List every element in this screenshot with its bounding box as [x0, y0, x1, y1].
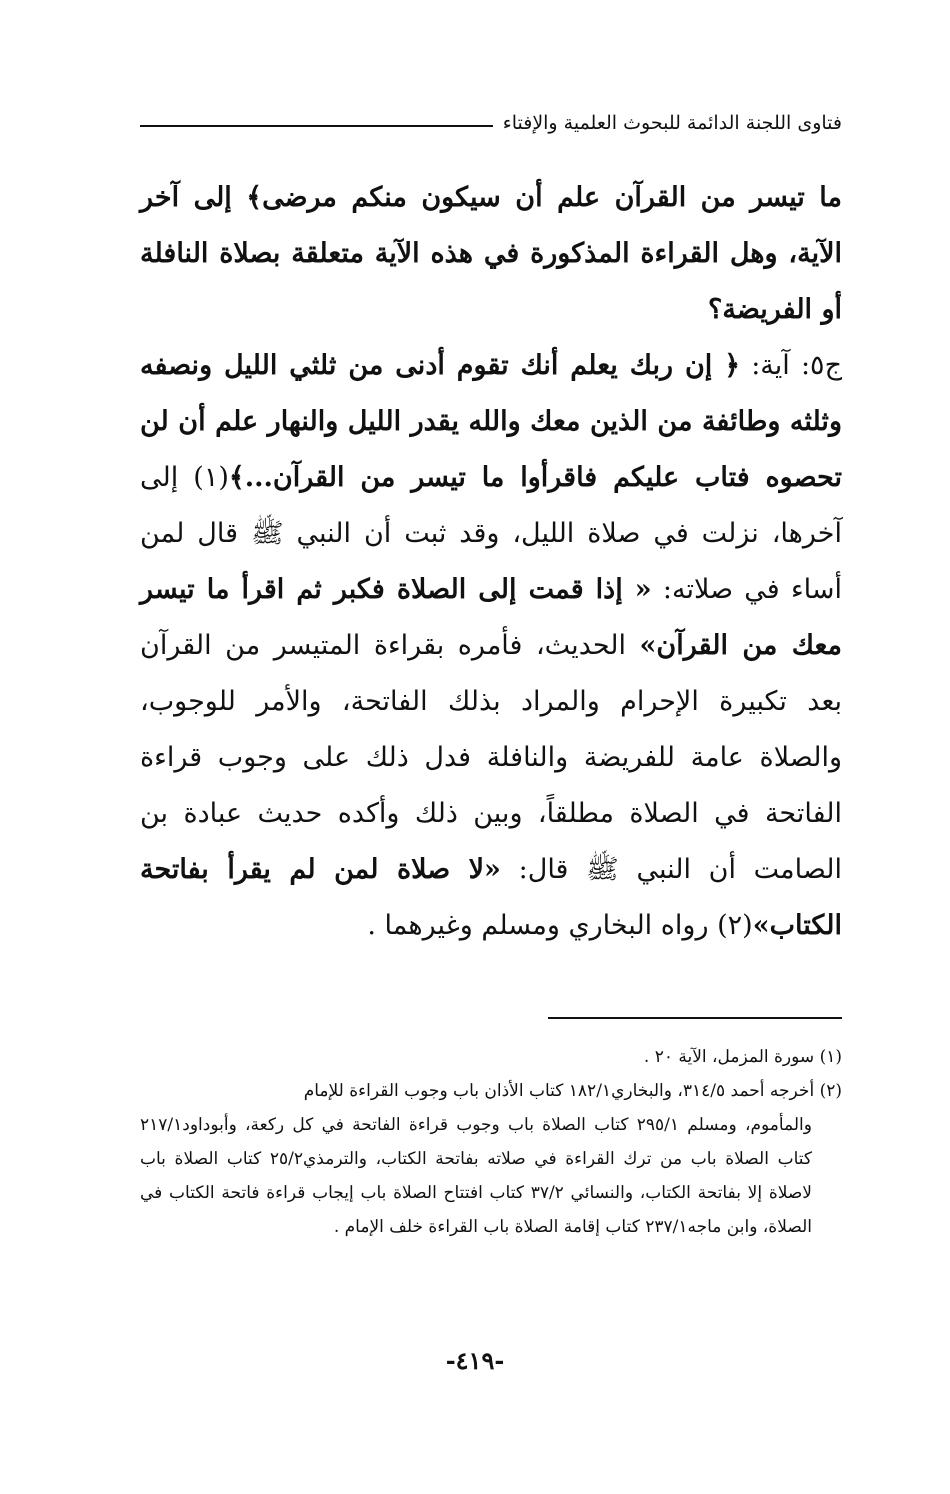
main-text [140, 170, 842, 954]
header-rule [140, 125, 493, 127]
question-text: ما تيسر من القرآن علم أن سيكون منكم مرضى﴾ إلى آخر الآية، وهل القراءة المذكورة في هذه الآية متعلقة بصلاة النافلة أو الفريضة؟ [140, 182, 842, 325]
footnote-2-number: (٢) [819, 1081, 842, 1101]
answer-text-2: الحديث، فأمره بقراءة المتيسر من القرآن بعد تكبيرة الإحرام والمراد بذلك الفاتحة، والأمر للوجوب، والصلاة عامة للفريضة والنافلة فدل ذلك على وجوب قراءة الفاتحة في الصلاة مطلقاً، وبين ذلك وأكده حديث عبادة بن الصامت أن النبي ﷺ قال: [140, 630, 843, 885]
footnote-1 [140, 1040, 842, 1074]
answer-text-3: رواه البخاري ومسلم وغيرهما . [367, 910, 718, 941]
footnotes [140, 1040, 842, 1244]
footnote-2 [140, 1074, 842, 1108]
footnote-ref-1: (١) [193, 462, 229, 493]
quran-verse: ﴿ إن ربك يعلم أنك تقوم أدنى من ثلثي الليل ونصفه وثلثه وطائفة من الذين معك والله يقدر الليل والنهار علم أن لن تحصوه فتاب عليكم فاقرأوا ما تيسر من القرآن...﴾ [140, 350, 842, 493]
page-number: -٤١٩- [445, 1346, 505, 1375]
hadith-quote-1: « إذا قمت إلى الصلاة فكبر ثم اقرأ ما تيسر معك من القرآن» [140, 574, 842, 661]
footnote-separator [548, 1017, 842, 1019]
footnote-1-text: سورة المزمل، الآية ٢٠ . [643, 1047, 820, 1067]
footnote-ref-2: (٢) [717, 910, 753, 941]
footnote-1-number: (١) [819, 1047, 842, 1067]
footnote-2-continuation: والمأموم، ومسلم ٢٩٥/١ كتاب الصلاة باب وجوب قراءة الفاتحة في كل ركعة، وأبوداود٢١٧/١ كتاب الصلاة باب من ترك القراءة في صلاته بفاتحة الكتاب، والترمذي٢٥/٢ كتاب الصلاة باب لاصلاة إلا بفاتحة الكتاب، والنسائي ٣٧/٢ كتاب افتتاح الصلاة باب إيجاب قراءة فاتحة الكتاب في الصلاة، وابن ماجه٢٣٧/١ كتاب إقامة الصلاة باب القراءة خلف الإمام . [140, 1115, 813, 1237]
hadith-quote-2: «لا صلاة لمن لم يقرأ بفاتحة الكتاب» [140, 854, 842, 941]
answer-text-1: إلى آخرها، نزلت في صلاة الليل، وقد ثبت أن النبي ﷺ قال لمن أساء في صلاته: [140, 462, 842, 605]
running-header [140, 112, 842, 134]
header-title: فتاوى اللجنة الدائمة للبحوث العلمية والإفتاء [502, 112, 842, 134]
answer-label: ج٥: آية: [740, 350, 842, 381]
answer-paragraph [140, 338, 842, 954]
footnote-2-text: أخرجه أحمد ٣١٤/٥، والبخاري١٨٢/١ كتاب الأذان باب وجوب القراءة للإمام [303, 1081, 820, 1101]
